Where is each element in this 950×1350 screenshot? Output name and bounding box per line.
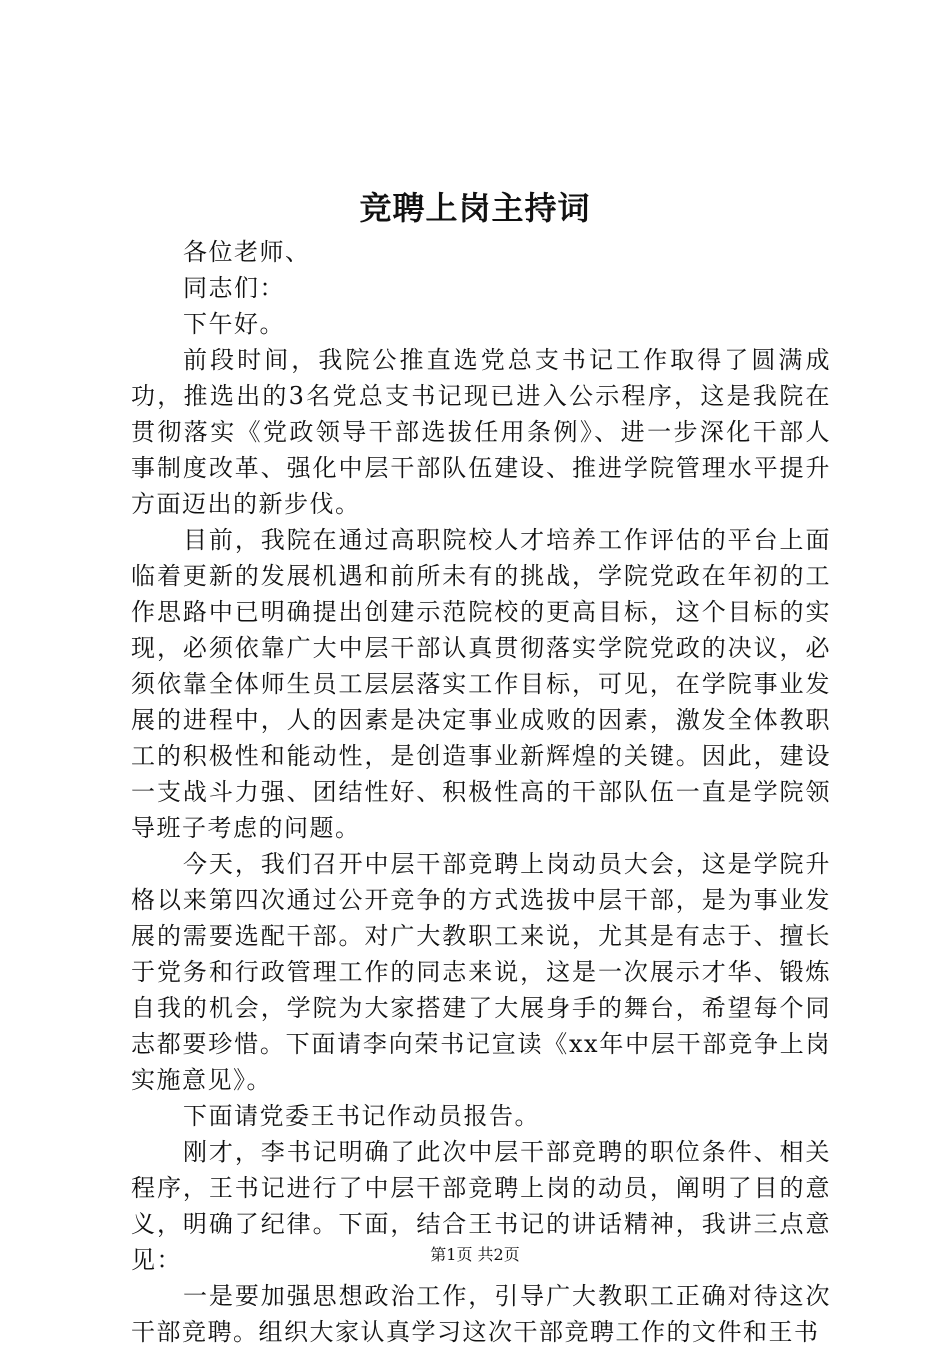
paragraph-5: 刚才，李书记明确了此次中层干部竞聘的职位条件、相关程序，王书记进行了中层干部竞聘上岗的动员，阐明了目的意义，明确了纪律。下面，结合王书记的讲话精神，我讲三点意见：	[131, 1138, 831, 1274]
paragraph-1: 前段时间，我院公推直选党总支书记工作取得了圆满成功，推选出的3名党总支书记现已进入公示程序，这是我院在贯彻落实《党政领导干部选拔任用条例》、进一步深化干部人事制度改革、强化中层干部队伍建设、推进学院管理水平提升方面迈出的新步伐。	[131, 346, 831, 518]
paragraph-2: 目前，我院在通过高职院校人才培养工作评估的平台上面临着更新的发展机遇和前所未有的挑战，学院党政在年初的工作思路中已明确提出创建示范院校的更高目标，这个目标的实现，必须依靠广大中层干部认真贯彻落实学院党政的决议，必须依靠全体师生员工层层落实工作目标，可见，在学院事业发展的进程中，人的因素是决定事业成败的因素，激发全体教职工的积极性和能动性，是创造事业新辉煌的关键。因此，建设一支战斗力强、团结性好、积极性高的干部队伍一直是学院领导班子考虑的问题。	[131, 526, 831, 842]
document-body	[131, 234, 831, 1350]
paragraph-salutation-2: 同志们：	[183, 274, 285, 302]
paragraph-4: 下面请党委王书记作动员报告。	[183, 1102, 540, 1130]
document-title: 竞聘上岗主持词	[359, 189, 591, 227]
page-footer: 第1页 共2页	[430, 1245, 520, 1264]
paragraph-3: 今天，我们召开中层干部竞聘上岗动员大会，这是学院升格以来第四次通过公开竞争的方式选拔中层干部，是为事业发展的需要选配干部。对广大教职工来说，尤其是有志于、擅长于党务和行政管理工作的同志来说，这是一次展示才华、锻炼自我的机会，学院为大家搭建了大展身手的舞台，希望每个同志都要珍惜。下面请李向荣书记宣读《xx年中层干部竞争上岗实施意见》。	[131, 850, 831, 1094]
paragraph-salutation-1: 各位老师、	[183, 238, 311, 266]
paragraph-6: 一是要加强思想政治工作，引导广大教职工正确对待这次干部竞聘。组织大家认真学习这次干部竞聘工作的文件和王书	[131, 1282, 831, 1346]
paragraph-greeting: 下午好。	[183, 310, 285, 338]
